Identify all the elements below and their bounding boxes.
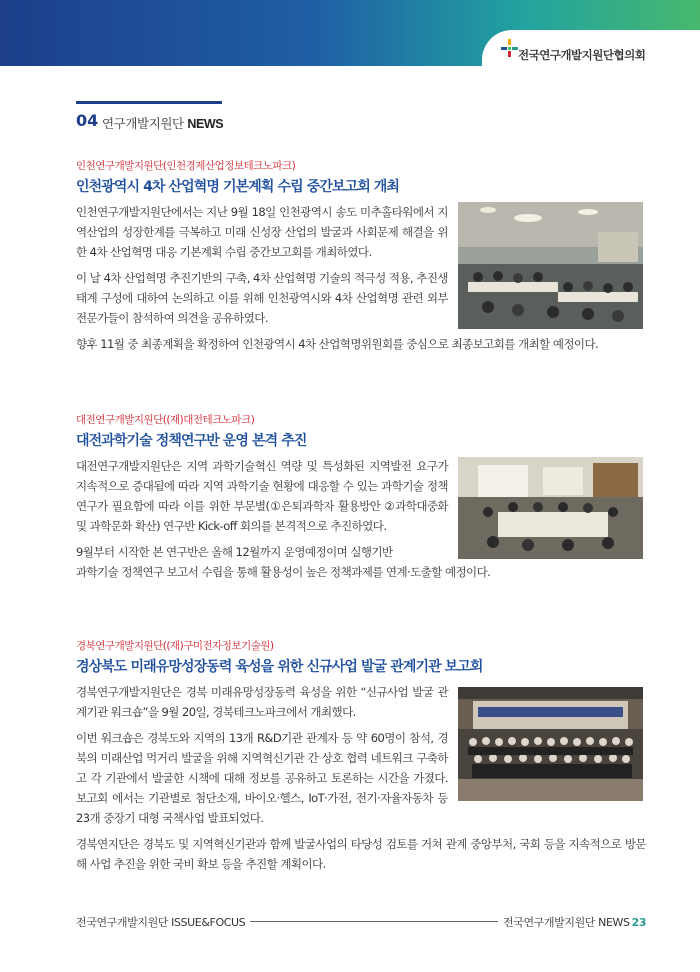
article-source: 인천연구개발지원단(인천경제산업정보테크노파크) bbox=[76, 160, 296, 172]
org-name: 전국연구개발지원단협의회 bbox=[518, 48, 646, 62]
article-paragraph: 향후 11월 중 최종계획을 확정하여 인천광역시 4차 산업혁명위원회를 중심으로 최종보고회를 개최할 예정이다. bbox=[76, 337, 599, 351]
article-title: 경상북도 미래유망성장동력 육성을 위한 신규사업 발굴 관계기관 보고회 bbox=[76, 659, 483, 675]
footer-left: 전국연구개발지원단 ISSUE&FOCUS bbox=[76, 916, 246, 929]
article-source: 대전연구개발지원단((재)대전테크노파크) bbox=[76, 414, 255, 426]
article-paragraph: 과학기술 정책연구 보고서 수립을 통해 활용성이 높은 정책과제를 연계·도출할 예정이다. bbox=[76, 565, 491, 579]
article-paragraph: 인천연구개발지원단에서는 지난 9월 18일 인천광역시 송도 미추홀타워에서 지역산업의 성장한계를 극복하고 미래 신성장 산업의 발굴과 사회문제 해결을 위한 4차 산업혁명 대응 기본계획 수립 중간보고회를 개최하였다. bbox=[76, 205, 448, 259]
article-source: 경북연구개발지원단((재)구미전자정보기술원) bbox=[76, 640, 274, 652]
footer-divider bbox=[250, 921, 498, 922]
section-number: 04 bbox=[76, 111, 99, 130]
section-title bbox=[102, 114, 223, 132]
photo-incheon-meeting bbox=[458, 202, 643, 329]
article-paragraph: 대전연구개발지원단은 지역 과학기술혁신 역량 및 특성화된 지역발전 요구가 지속적으로 증대됨에 따라 지역 과학기술 현황에 대응할 수 있는 과학기술 정책연구가 필요함에 따라 이를 위한 부문별(①은퇴과학자 활용방안 ②과학대중화 및 과학문화 확산) 연구반 Kick-off 회의를 본격적으로 추진하였다. bbox=[76, 459, 448, 533]
article-paragraph: 9월부터 시작한 본 연구반은 올해 12월까지 운영예정이며 실행기반 bbox=[76, 545, 393, 559]
photo-daejeon-meeting bbox=[458, 457, 643, 559]
footer-right-label: 전국연구개발지원단 NEWS bbox=[503, 916, 630, 929]
section-title-suffix: NEWS bbox=[187, 117, 224, 131]
footer-right bbox=[503, 914, 646, 930]
article-title: 대전과학기술 정책연구반 운영 본격 추진 bbox=[76, 433, 307, 449]
section-rule bbox=[76, 101, 222, 104]
article-paragraph: 이번 워크숍은 경북도와 지역의 13개 R&D기관 관계자 등 약 60명이 참석, 경북의 미래산업 먹거리 발굴을 위해 지역혁신기관 간 상호 협력 네트워크 구축하고 각 기관에서 발굴한 시책에 대해 정보를 공유하고 토론하는 시간을 가졌다. 보고회 에서는 기관별로 첨단소재, 바이오·헬스, IoT·가전, 전기·자율자동차 등 23개 중장기 대형 국책사업 발표되었다. bbox=[76, 731, 448, 825]
article-paragraph: 경북연구개발지원단은 경북 미래유망성장동력 육성을 위한 “신규사업 발굴 관계기관 워크숍”을 9월 20일, 경북테크노파크에서 개최했다. bbox=[76, 685, 449, 719]
article-paragraph: 경북연지단은 경북도 및 지역혁신기관과 함께 발굴사업의 타당성 검토를 거쳐 관계 중앙부처, 국회 등을 지속적으로 방문해 사업 추진을 위한 국비 확보 등을 추진할 계획이다. bbox=[76, 837, 646, 871]
article-paragraph: 이 날 4차 산업혁명 추진기반의 구축, 4차 산업혁명 기술의 적극성 적용, 추진생태계 구성에 대하여 논의하고 이를 위해 인천광역시와 4차 산업혁명 관련 외부 전문가들이 참석하여 의견을 공유하였다. bbox=[76, 271, 448, 325]
page-number: 23 bbox=[631, 916, 647, 929]
photo-gyeongbuk-group bbox=[458, 687, 643, 801]
section-title-prefix: 연구개발지원단 bbox=[102, 116, 184, 131]
article-title: 인천광역시 4차 산업혁명 기본계획 수립 중간보고회 개최 bbox=[76, 179, 400, 195]
